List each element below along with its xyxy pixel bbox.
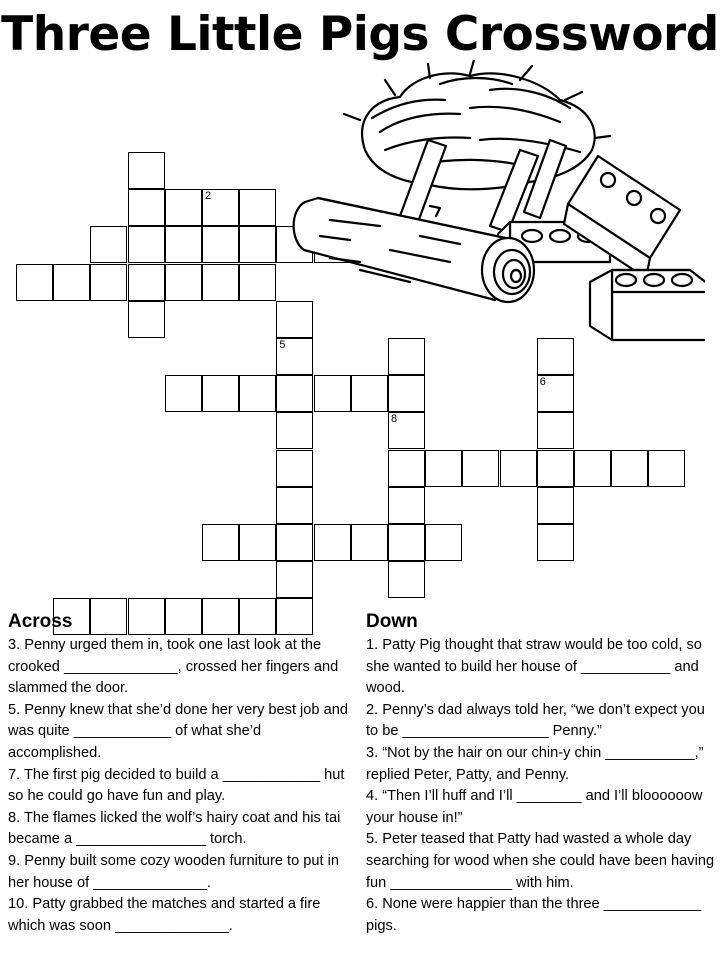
- grid-cell[interactable]: [128, 189, 165, 226]
- straw-bundle-icon: [344, 60, 610, 189]
- grid-cell[interactable]: [276, 561, 313, 598]
- grid-cell[interactable]: [128, 152, 165, 189]
- brick-icon: [590, 270, 705, 340]
- clue-down-4: 4. “Then I’ll huff and I’ll ________ and I’ll bloooooow your house in!”: [366, 788, 703, 826]
- grid-cell[interactable]: [537, 487, 574, 524]
- clue-down-5: 5. Peter teased that Patty had wasted a whole day searching for wood when she could have been having fun _______________ with him.: [366, 831, 715, 891]
- clue-across-5: 5. Penny knew that she’d done her very best job and was quite ____________ of what she’d accomplished.: [8, 701, 348, 761]
- grid-cell[interactable]: [165, 264, 202, 301]
- grid-cell[interactable]: [202, 226, 239, 263]
- grid-cell[interactable]: [239, 226, 276, 263]
- page-title: Three Little Pigs Crossword: [1, 7, 719, 62]
- grid-cell[interactable]: [462, 450, 499, 487]
- cell-number: 8: [391, 413, 398, 426]
- grid-cell[interactable]: [16, 264, 53, 301]
- grid-cell[interactable]: [388, 561, 425, 598]
- grid-cell[interactable]: [202, 189, 239, 226]
- grid-cell[interactable]: [276, 375, 313, 412]
- grid-cell[interactable]: [239, 375, 276, 412]
- grid-cell[interactable]: [202, 264, 239, 301]
- cell-number: 5: [279, 339, 286, 351]
- grid-cell[interactable]: [165, 189, 202, 226]
- grid-cell[interactable]: [90, 226, 127, 263]
- clue-across-8: 8. The flames licked the wolf’s hairy coat and his tai became a ________________ torch.: [8, 809, 341, 848]
- grid-cell[interactable]: [500, 450, 537, 487]
- grid-cell[interactable]: [425, 450, 462, 487]
- grid-cell[interactable]: [351, 375, 388, 412]
- across-clues: [8, 610, 353, 937]
- grid-cell[interactable]: [314, 524, 351, 561]
- grid-cell[interactable]: [165, 226, 202, 263]
- grid-cell[interactable]: [611, 450, 648, 487]
- clue-across-3: 3. Penny urged them in, took one last look at the crooked ______________, crossed her fingers and slammed the door.: [8, 637, 339, 697]
- grid-cell[interactable]: [239, 524, 276, 561]
- clue-across-7: 7. The first pig decided to build a ____________ hut so he could go have fun and play.: [8, 766, 345, 805]
- cell-number: 2: [205, 190, 212, 203]
- grid-cell[interactable]: [128, 264, 165, 301]
- grid-cell[interactable]: [202, 524, 239, 561]
- down-heading: Down: [366, 611, 418, 632]
- grid-cell[interactable]: [388, 375, 425, 412]
- clue-across-10: 10. Patty grabbed the matches and started a fire which was soon ______________.: [8, 896, 321, 934]
- grid-cell[interactable]: [276, 450, 313, 487]
- clue-down-1: 1. Patty Pig thought that straw would be too cold, so she wanted to build her house of ___________ and wood.: [366, 637, 702, 697]
- grid-cell[interactable]: [128, 226, 165, 263]
- grid-cell[interactable]: [425, 524, 462, 561]
- grid-cell[interactable]: [648, 450, 685, 487]
- grid-cell[interactable]: [53, 264, 90, 301]
- down-clues: [366, 610, 716, 937]
- grid-cell[interactable]: [239, 189, 276, 226]
- grid-cell[interactable]: [574, 450, 611, 487]
- grid-cell[interactable]: [314, 375, 351, 412]
- grid-cell[interactable]: [128, 301, 165, 338]
- grid-cell[interactable]: [537, 450, 574, 487]
- grid-cell[interactable]: [276, 487, 313, 524]
- cell-number: 6: [539, 376, 546, 389]
- grid-cell[interactable]: [239, 264, 276, 301]
- grid-cell[interactable]: [90, 264, 127, 301]
- grid-cell[interactable]: [202, 375, 239, 412]
- grid-cell[interactable]: [276, 524, 313, 561]
- grid-cell[interactable]: [351, 524, 388, 561]
- straw-log-bricks-illustration: [285, 60, 705, 360]
- grid-cell[interactable]: [276, 412, 313, 449]
- grid-cell[interactable]: [388, 487, 425, 524]
- grid-cell[interactable]: [537, 412, 574, 449]
- grid-cell[interactable]: [388, 524, 425, 561]
- clue-down-2: 2. Penny’s dad always told her, “we don’t expect you to be __________________ Penny.”: [366, 701, 705, 740]
- clue-across-9: 9. Penny built some cozy wooden furniture to put in her house of ______________.: [8, 852, 339, 891]
- clue-down-3: 3. “Not by the hair on our chin-y chin ___________,” replied Peter, Patty, and Penny.: [366, 744, 704, 783]
- grid-cell[interactable]: [537, 524, 574, 561]
- grid-cell[interactable]: [388, 412, 425, 449]
- across-heading: Across: [8, 611, 73, 632]
- grid-cell[interactable]: [537, 375, 574, 412]
- grid-cell[interactable]: [165, 375, 202, 412]
- clue-down-6: 6. None were happier than the three ____________ pigs.: [366, 896, 702, 934]
- grid-cell[interactable]: [388, 450, 425, 487]
